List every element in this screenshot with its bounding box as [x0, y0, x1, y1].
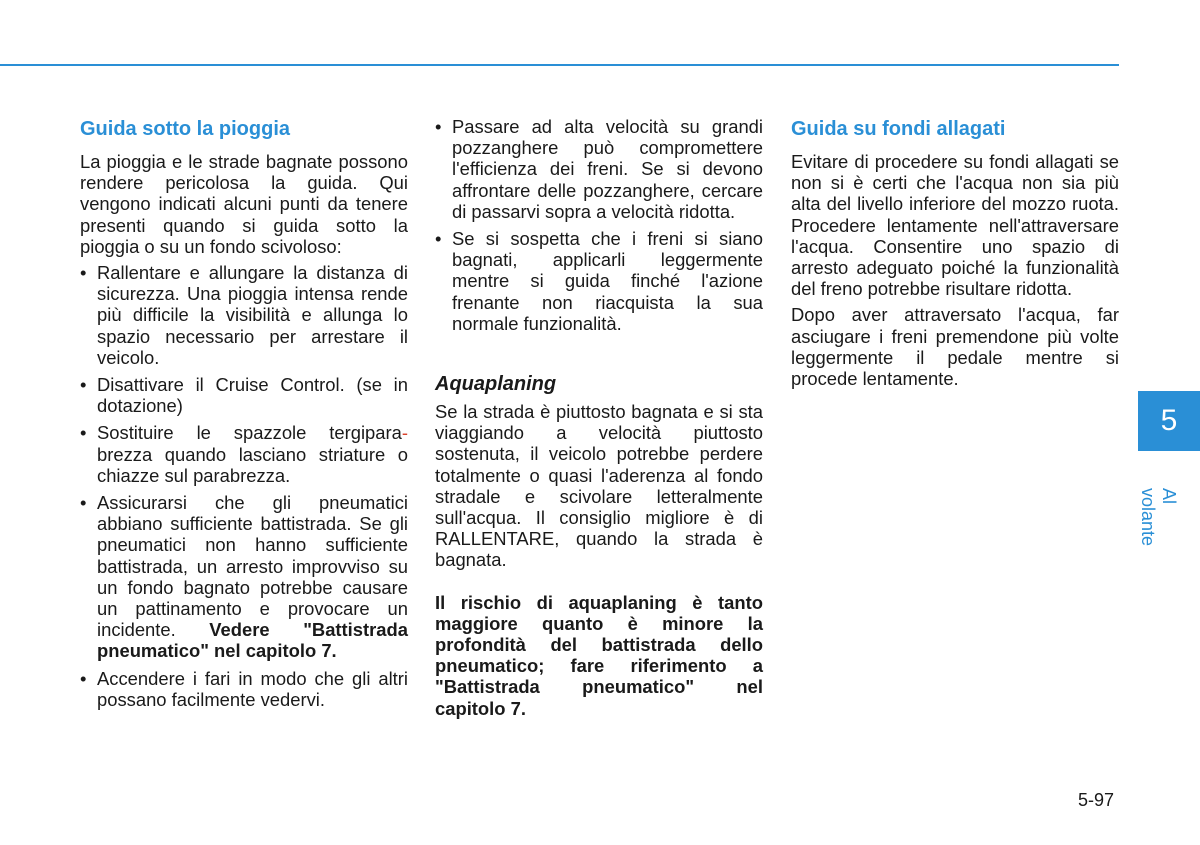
section-heading-rain: Guida sotto la pioggia [80, 118, 290, 140]
bullet-text: Assicurarsi che gli pneumatici abbiano sufficiente battistrada. Se gli pneumatici non hanno sufficiente battistrada, un arresto improvviso su un fondo bagnato potrebbe causare un pattinamento e provocare un incidente. [97, 492, 408, 641]
chapter-title: Al volante [1138, 488, 1179, 547]
list-item [80, 668, 408, 710]
bullet-text-pre: Sostituire le spazzole tergipara [97, 422, 402, 444]
list-item [80, 262, 408, 368]
subheading-aquaplaning: Aquaplaning [435, 373, 557, 396]
rain-intro: La pioggia e le strade bagnate possono rendere pericolosa la guida. Qui vengono indicati alcuni punti da tenere presenti quando si guida sotto la pioggia o su un fondo scivoloso: [80, 151, 408, 257]
aquaplaning-warning: Il rischio di aquaplaning è tanto maggiore quanto è minore la profondità del battistrada dello pneumatico; fare riferimento a "Battistrada pneumatico" nel capitolo 7. [435, 591, 763, 719]
bullet-text: Passare ad alta velocità su grandi pozzanghere può compromettere l'efficienza dei freni. Se si devono affrontare delle pozzanghere, cercare di passarvi sopra a velocità ridotta. [452, 116, 763, 222]
bullet-text: Rallentare e allungare la distanza di sicurezza. Una pioggia intensa rende più difficile la visibilità e allunga lo spazio necessario per arrestare il veicolo. [97, 262, 408, 368]
bullet-text: Se si sospetta che i freni si siano bagnati, applicarli leggermente mentre si guida finché l'azione frenante non riacquista la sua normale funzionalità. [452, 228, 763, 334]
list-item [435, 228, 763, 334]
bullet-icon: • [435, 228, 442, 250]
section-heading-flooded: Guida su fondi allagati [791, 118, 1006, 140]
flooded-paragraph-1: Evitare di procedere su fondi allagati se non si è certi che l'acqua non sia più alta del livello inferiore del mozzo ruota. Procedere lentamente nell'attraversare l'acqua. Consentire uno spazio di arresto adeguato poiché la funzionalità del freno potrebbe risultare ridotta. [791, 151, 1119, 300]
bullet-icon: • [435, 116, 442, 137]
chapter-number-tab: 5 [1138, 391, 1200, 451]
bullet-icon: • [80, 262, 87, 284]
header-rule [0, 64, 1119, 66]
bullet-icon: • [80, 492, 87, 514]
bullet-icon: • [80, 667, 87, 689]
hyphen-mark: - [401, 422, 408, 444]
bullet-icon: • [80, 422, 87, 444]
cross-reference: Vedere "Battistrada pneumatico" nel capitolo 7. [97, 619, 408, 662]
page-number: 5-97 [1078, 790, 1115, 810]
column-3 [791, 116, 1119, 394]
list-item [80, 422, 408, 486]
list-item [80, 374, 408, 416]
spacer [435, 340, 763, 372]
list-item [435, 116, 763, 222]
column-1 [80, 116, 408, 716]
rain-bullet-list [80, 262, 408, 710]
column-2 [435, 116, 763, 724]
puddle-bullet-list [435, 116, 763, 334]
flooded-paragraph-2: Dopo aver attraversato l'acqua, far asciugare i freni premendone più volte leggermente il pedale mentre si procede lentamente. [791, 304, 1119, 390]
bullet-text: Accendere i fari in modo che gli altri possano facilmente vedervi. [97, 667, 408, 710]
bullet-icon: • [80, 374, 87, 396]
bullet-text-post: brezza quando lasciano striature o chiazze sul parabrezza. [97, 443, 408, 486]
list-item [80, 492, 408, 662]
aquaplaning-paragraph: Se la strada è piuttosto bagnata e si sta viaggiando a velocità piuttosto sostenuta, il veicolo potrebbe perdere totalmente o quasi l'aderenza al fondo stradale e scivolare letteralmente sull'acqua. Il consiglio migliore è di RALLENTARE, quando la strada è bagnata. [435, 401, 763, 571]
bullet-text: Disattivare il Cruise Control. (se in dotazione) [97, 374, 408, 417]
